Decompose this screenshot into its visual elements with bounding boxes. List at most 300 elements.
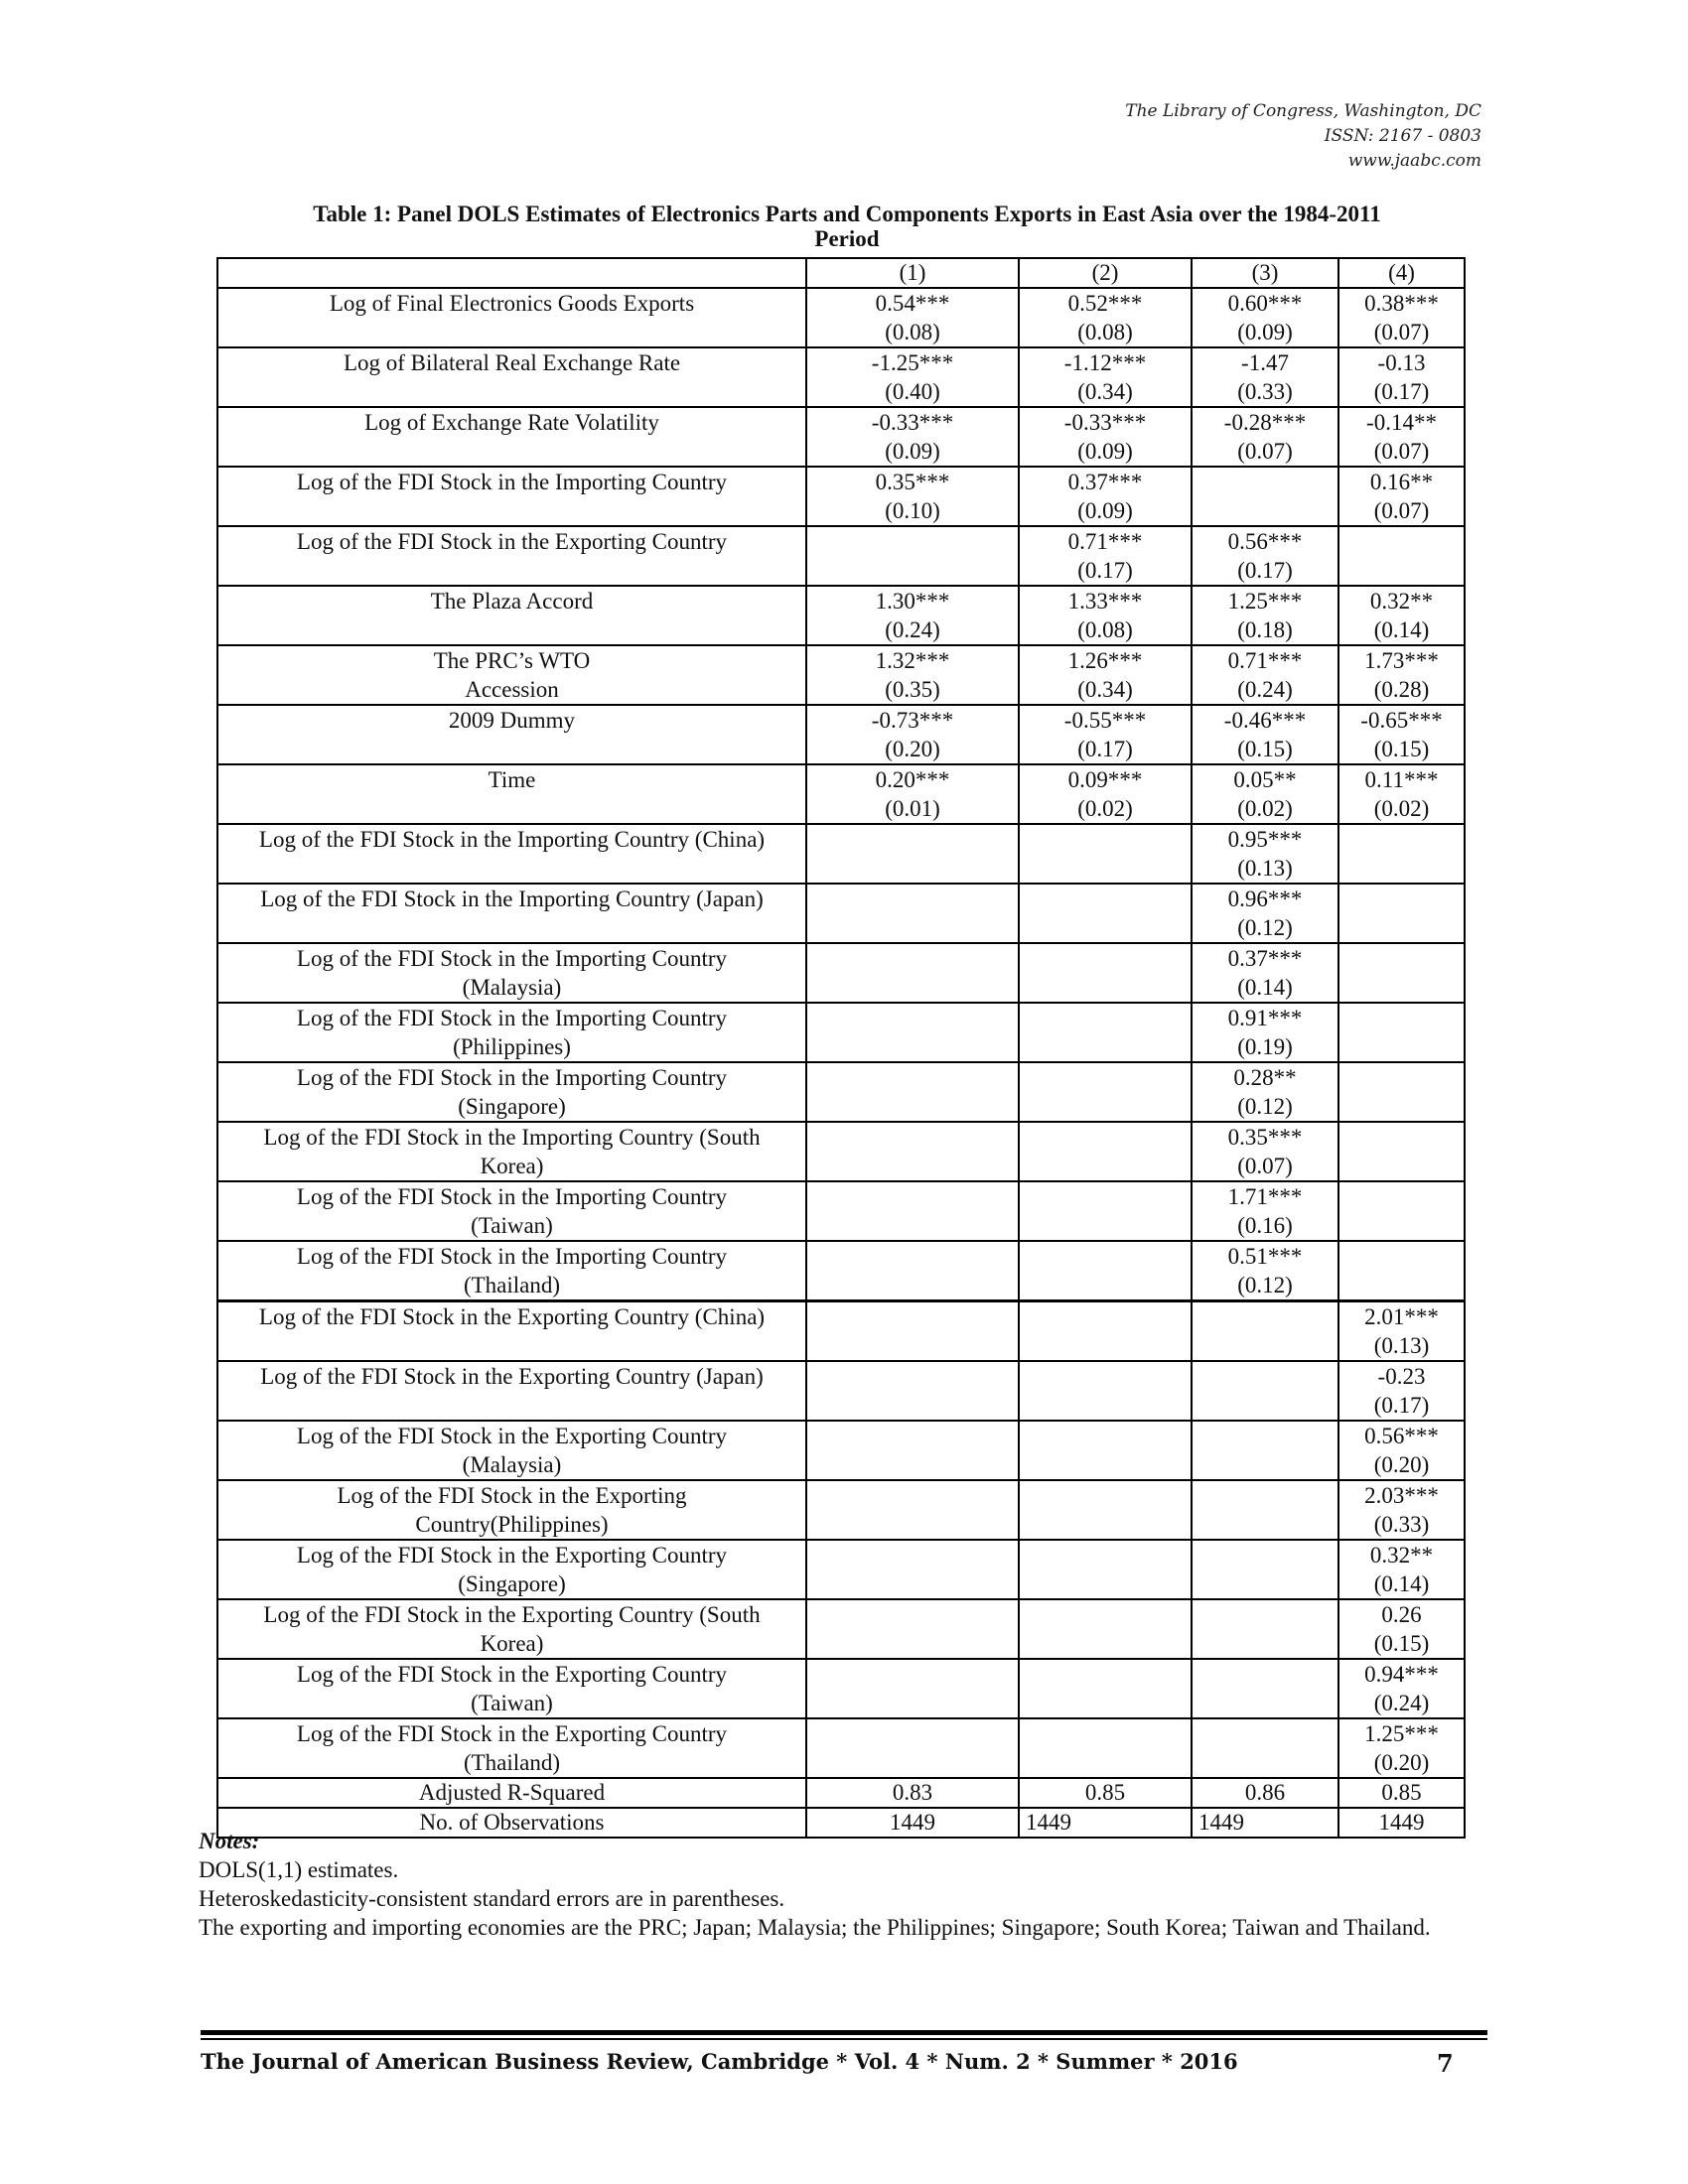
table-row: [217, 1003, 1465, 1062]
coefficient: 0.56***: [1227, 529, 1303, 554]
standard-error: (0.12): [1237, 1273, 1293, 1297]
row-label: No. of Observations: [217, 1808, 806, 1838]
standard-error: (0.07): [1237, 439, 1293, 464]
coefficient: 1.32***: [875, 648, 950, 673]
coefficient: 0.11***: [1364, 767, 1439, 792]
coefficient: -0.73***: [871, 708, 954, 733]
standard-error: (0.14): [1373, 1571, 1430, 1596]
coefficient: 1.25***: [1364, 1721, 1439, 1746]
coefficient: -0.65***: [1360, 708, 1443, 733]
row-label-line: Log of the FDI Stock in the Importing Country: [296, 946, 728, 971]
standard-error: (0.13): [1237, 856, 1293, 881]
row-label-line: (Malaysia): [462, 1452, 562, 1477]
value-cell: [1338, 1480, 1465, 1540]
standard-error: (0.08): [885, 320, 940, 344]
standard-error: (0.33): [1237, 379, 1293, 404]
standard-error: (0.40): [885, 379, 940, 404]
table-row: [217, 1718, 1465, 1778]
value-cell: [1019, 764, 1192, 824]
row-label: [217, 884, 806, 943]
row-label-line: Log of Bilateral Real Exchange Rate: [343, 350, 681, 375]
column-header: (1): [806, 258, 1019, 288]
row-label-line: Log of the FDI Stock in the Exporting Country: [296, 529, 728, 554]
value-cell: [1338, 288, 1465, 347]
value-cell: [806, 526, 1019, 586]
coefficient: 0.35***: [875, 470, 950, 494]
row-label-line: The PRC’s WTO: [433, 648, 591, 673]
header-line-1: The Library of Congress, Washington, DC: [1125, 101, 1481, 121]
coefficient: 0.09***: [1067, 767, 1143, 792]
value-cell: [1338, 1599, 1465, 1659]
standard-error: (0.17): [1373, 379, 1430, 404]
value-cell: [1019, 1122, 1192, 1181]
row-label: [217, 1718, 806, 1778]
coefficient: 0.16**: [1369, 470, 1434, 494]
coefficient: 2.01***: [1364, 1304, 1439, 1329]
value-cell: [1019, 1480, 1192, 1540]
table-row: [217, 467, 1465, 526]
coefficient: 0.05**: [1233, 767, 1297, 792]
row-label-line: Country(Philippines): [415, 1512, 609, 1537]
coefficient: 0.71***: [1227, 648, 1303, 673]
value-cell: [1019, 1062, 1192, 1122]
value-cell: [806, 705, 1019, 764]
value-cell: 1449: [1338, 1808, 1465, 1838]
standard-error: (0.01): [885, 796, 940, 821]
table-row: [217, 1181, 1465, 1241]
standard-error: (0.17): [1077, 558, 1133, 583]
table-title: [216, 202, 1477, 251]
coefficient: -1.25***: [871, 350, 954, 375]
coefficient: 0.32**: [1369, 1543, 1434, 1568]
row-label: [217, 1540, 806, 1599]
coefficient: -0.55***: [1063, 708, 1147, 733]
value-cell: [806, 1480, 1019, 1540]
column-header: (2): [1019, 258, 1192, 288]
value-cell: [1019, 467, 1192, 526]
value-cell: [1338, 1241, 1465, 1301]
coefficient: -0.46***: [1223, 708, 1307, 733]
row-label-line: Log of Exchange Rate Volatility: [364, 410, 659, 435]
row-label: [217, 1421, 806, 1480]
coefficient: 0.26: [1381, 1602, 1422, 1627]
row-label-line: Log of the FDI Stock in the Importing Country: [296, 1244, 728, 1269]
value-cell: [1192, 943, 1338, 1003]
value-cell: [806, 586, 1019, 645]
table-row: [217, 288, 1465, 347]
coefficient: -0.28***: [1223, 410, 1307, 435]
standard-error: (0.09): [885, 439, 940, 464]
value-cell: [1019, 943, 1192, 1003]
value-cell: [1192, 1361, 1338, 1421]
row-label-line: Time: [488, 767, 536, 792]
row-label-line: 2009 Dummy: [448, 708, 576, 733]
row-label-line: Log of the FDI Stock in the Exporting Country: [296, 1543, 728, 1568]
coefficient: -1.47: [1241, 350, 1289, 375]
coefficient: 0.60***: [1227, 291, 1303, 316]
row-label: [217, 1480, 806, 1540]
coefficient: -0.33***: [1063, 410, 1147, 435]
row-label-line: Log of the FDI Stock in the Exporting Country (South: [263, 1602, 761, 1627]
value-cell: 0.85: [1019, 1778, 1192, 1808]
value-cell: [1019, 1599, 1192, 1659]
row-label: [217, 407, 806, 467]
row-label: [217, 1599, 806, 1659]
value-cell: [1192, 1599, 1338, 1659]
standard-error: (0.15): [1373, 1631, 1430, 1656]
standard-error: (0.02): [1373, 796, 1430, 821]
page-number: 7: [1437, 2049, 1454, 2078]
table-row: [217, 347, 1465, 407]
coefficient: 0.56***: [1364, 1424, 1439, 1448]
row-label-line: Log of Final Electronics Goods Exports: [329, 291, 695, 316]
value-cell: 0.83: [806, 1778, 1019, 1808]
standard-error: (0.08): [1077, 320, 1133, 344]
footer-rule-thick: [201, 2030, 1487, 2035]
standard-error: (0.24): [885, 617, 940, 642]
value-cell: [806, 1301, 1019, 1362]
value-cell: [806, 407, 1019, 467]
table-row: [217, 1599, 1465, 1659]
value-cell: [1192, 467, 1338, 526]
notes-line-1: DOLS(1,1) estimates.: [199, 1857, 399, 1882]
value-cell: [1192, 1540, 1338, 1599]
standard-error: (0.12): [1237, 915, 1293, 940]
standard-error: (0.07): [1237, 1154, 1293, 1178]
table-row: [217, 586, 1465, 645]
table-notes: Notes: DOLS(1,1) estimates. Heteroskedasticity-consistent standard errors are in parentheses. The exporting and importing economies are the PRC; Japan; Malaysia; the Philippines; Singapore; South Korea; Taiwan and Thailand.: [199, 1827, 1460, 1942]
row-label-line: (Philippines): [453, 1034, 571, 1059]
standard-error: (0.07): [1373, 439, 1430, 464]
row-label-line: Log of the FDI Stock in the Importing Country: [296, 470, 728, 494]
row-label-line: Log of the FDI Stock in the Exporting Country: [296, 1721, 728, 1746]
row-label-line: (Singapore): [458, 1571, 566, 1596]
value-cell: [1338, 1659, 1465, 1718]
value-cell: 0.85: [1338, 1778, 1465, 1808]
standard-error: (0.10): [885, 498, 940, 523]
value-cell: [806, 1421, 1019, 1480]
value-cell: [1338, 645, 1465, 705]
table-row: [217, 1361, 1465, 1421]
value-cell: 1449: [806, 1808, 1019, 1838]
row-label-line: Log of the FDI Stock in the Importing Country (Japan): [260, 887, 764, 911]
standard-error: (0.17): [1237, 558, 1293, 583]
row-label-line: (Taiwan): [471, 1213, 553, 1238]
value-cell: [1192, 1241, 1338, 1301]
value-cell: [806, 1361, 1019, 1421]
coefficient: 0.52***: [1067, 291, 1143, 316]
value-cell: [1019, 407, 1192, 467]
table-row: [217, 884, 1465, 943]
value-cell: [1338, 1003, 1465, 1062]
table-row: [217, 1241, 1465, 1301]
standard-error: (0.18): [1237, 617, 1293, 642]
row-label: [217, 764, 806, 824]
standard-error: (0.19): [1237, 1034, 1293, 1059]
value-cell: [1192, 1718, 1338, 1778]
row-label-line: Korea): [480, 1154, 544, 1178]
row-label-line: Log of the FDI Stock in the Exporting Country (China): [258, 1304, 766, 1329]
row-label-line: The Plaza Accord: [430, 589, 594, 614]
value-cell: [1338, 824, 1465, 884]
coefficient: 1.26***: [1067, 648, 1143, 673]
value-cell: [1192, 407, 1338, 467]
table-title-line-1: Table 1: Panel DOLS Estimates of Electronics Parts and Components Exports in East Asia over the 1984-2011: [313, 202, 1381, 226]
row-label-line: Log of the FDI Stock in the Importing Country (South: [263, 1125, 761, 1150]
value-cell: [806, 1659, 1019, 1718]
notes-line-3: The exporting and importing economies are the PRC; Japan; Malaysia; the Philippines; Singapore; South Korea; Taiwan and Thailand.: [199, 1915, 1431, 1940]
standard-error: (0.34): [1077, 677, 1133, 702]
value-cell: [806, 764, 1019, 824]
table-row: [217, 645, 1465, 705]
standard-error: (0.34): [1077, 379, 1133, 404]
value-cell: [806, 943, 1019, 1003]
value-cell: [1338, 407, 1465, 467]
running-header: [1125, 99, 1481, 174]
table-row: [217, 1301, 1465, 1362]
table-row: [217, 1480, 1465, 1540]
standard-error: (0.08): [1077, 617, 1133, 642]
value-cell: [806, 884, 1019, 943]
row-label-line: Log of the FDI Stock in the Exporting Country: [296, 1662, 728, 1687]
table-header-row: [217, 258, 1465, 288]
value-cell: [1019, 1361, 1192, 1421]
value-cell: [1338, 1361, 1465, 1421]
row-label: [217, 824, 806, 884]
coefficient: 0.91***: [1227, 1006, 1303, 1030]
standard-error: (0.20): [1373, 1750, 1430, 1775]
table-row: [217, 1659, 1465, 1718]
row-label: [217, 586, 806, 645]
value-cell: [1192, 705, 1338, 764]
coefficient: 0.96***: [1227, 887, 1303, 911]
standard-error: (0.28): [1373, 677, 1430, 702]
value-cell: [1338, 1540, 1465, 1599]
value-cell: [1019, 1301, 1192, 1362]
standard-error: (0.07): [1373, 320, 1430, 344]
value-cell: [806, 347, 1019, 407]
value-cell: [1338, 586, 1465, 645]
coefficient: 0.51***: [1227, 1244, 1303, 1269]
standard-error: (0.20): [885, 737, 940, 761]
row-label-line: Log of the FDI Stock in the Exporting Country: [296, 1424, 728, 1448]
standard-error: (0.09): [1077, 498, 1133, 523]
row-label-line: (Thailand): [463, 1273, 561, 1297]
coefficient: 0.28**: [1233, 1065, 1297, 1090]
value-cell: [1192, 1301, 1338, 1362]
standard-error: (0.24): [1237, 677, 1293, 702]
value-cell: [1338, 1301, 1465, 1362]
standard-error: (0.17): [1373, 1393, 1430, 1418]
value-cell: [1338, 347, 1465, 407]
header-cell-blank: [217, 258, 806, 288]
standard-error: (0.02): [1237, 796, 1293, 821]
value-cell: [1019, 705, 1192, 764]
table-row: [217, 1421, 1465, 1480]
coefficient: 0.54***: [875, 291, 950, 316]
coefficient: -0.13: [1377, 350, 1426, 375]
row-label-line: Log of the FDI Stock in the Importing Country: [296, 1006, 728, 1030]
value-cell: [1019, 884, 1192, 943]
coefficient: 1.73***: [1364, 648, 1439, 673]
value-cell: 0.86: [1192, 1778, 1338, 1808]
standard-error: (0.02): [1077, 796, 1133, 821]
value-cell: [1192, 288, 1338, 347]
value-cell: [1338, 467, 1465, 526]
value-cell: [1019, 645, 1192, 705]
value-cell: [1192, 824, 1338, 884]
standard-error: (0.15): [1373, 737, 1430, 761]
row-label: [217, 943, 806, 1003]
standard-error: (0.15): [1237, 737, 1293, 761]
table-row: [217, 526, 1465, 586]
value-cell: [1192, 1003, 1338, 1062]
value-cell: [1338, 526, 1465, 586]
value-cell: [1338, 884, 1465, 943]
standard-error: (0.35): [885, 677, 940, 702]
table-row: [217, 1062, 1465, 1122]
coefficient: 0.95***: [1227, 827, 1303, 852]
coefficient: 0.38***: [1364, 291, 1439, 316]
value-cell: [1338, 1421, 1465, 1480]
row-label-line: Accession: [465, 677, 559, 702]
header-line-2: ISSN: 2167 - 0803: [1324, 126, 1481, 146]
standard-error: (0.14): [1373, 617, 1430, 642]
column-header: (3): [1192, 258, 1338, 288]
value-cell: [806, 288, 1019, 347]
value-cell: [1019, 1003, 1192, 1062]
value-cell: [806, 1540, 1019, 1599]
standard-error: (0.20): [1373, 1452, 1430, 1477]
row-label: [217, 1301, 806, 1362]
notes-line-2: Heteroskedasticity-consistent standard errors are in parentheses.: [199, 1886, 785, 1911]
row-label-line: Log of the FDI Stock in the Importing Country: [296, 1184, 728, 1209]
value-cell: [1019, 1718, 1192, 1778]
coefficient: -1.12***: [1063, 350, 1147, 375]
table-row: [217, 1540, 1465, 1599]
standard-error: (0.09): [1077, 439, 1133, 464]
row-label: [217, 705, 806, 764]
table-row: [217, 943, 1465, 1003]
value-cell: [1192, 1181, 1338, 1241]
value-cell: [1338, 943, 1465, 1003]
value-cell: [806, 1241, 1019, 1301]
standard-error: (0.13): [1373, 1333, 1430, 1358]
row-label: [217, 1659, 806, 1718]
value-cell: [1192, 526, 1338, 586]
row-label-line: Log of the FDI Stock in the Exporting Country (Japan): [260, 1364, 764, 1389]
header-line-3: www.jaabc.com: [1347, 151, 1481, 171]
journal-footer: The Journal of American Business Review, Cambridge * Vol. 4 * Num. 2 * Summer * 2016: [201, 2049, 1238, 2074]
value-cell: [1192, 1421, 1338, 1480]
coefficient: -0.33***: [871, 410, 954, 435]
coefficient: 1.33***: [1067, 589, 1143, 614]
row-label-line: Log of the FDI Stock in the Exporting: [337, 1483, 687, 1508]
table-row: [217, 705, 1465, 764]
footer-rule-thin: [201, 2038, 1487, 2040]
coefficient: 0.20***: [875, 767, 950, 792]
row-label: [217, 526, 806, 586]
table-row: [217, 824, 1465, 884]
value-cell: [1019, 1540, 1192, 1599]
value-cell: [806, 1062, 1019, 1122]
column-header: (4): [1338, 258, 1465, 288]
row-label: Adjusted R-Squared: [217, 1778, 806, 1808]
value-cell: [1019, 1421, 1192, 1480]
row-label: [217, 1122, 806, 1181]
value-cell: [1338, 1062, 1465, 1122]
value-cell: [1338, 1718, 1465, 1778]
row-label: [217, 347, 806, 407]
value-cell: [1019, 288, 1192, 347]
row-label: [217, 288, 806, 347]
results-table: [216, 257, 1466, 1839]
value-cell: [1192, 645, 1338, 705]
row-label: [217, 1003, 806, 1062]
value-cell: [1192, 586, 1338, 645]
row-label-line: Korea): [480, 1631, 544, 1656]
value-cell: [1192, 1659, 1338, 1718]
value-cell: [806, 467, 1019, 526]
row-label: [217, 1062, 806, 1122]
value-cell: [1019, 586, 1192, 645]
row-label: [217, 1361, 806, 1421]
value-cell: 1449: [1192, 1808, 1338, 1838]
value-cell: [1019, 347, 1192, 407]
coefficient: 0.71***: [1067, 529, 1143, 554]
row-label-line: (Thailand): [463, 1750, 561, 1775]
value-cell: [1338, 705, 1465, 764]
value-cell: [1338, 764, 1465, 824]
value-cell: [1019, 526, 1192, 586]
standard-error: (0.16): [1237, 1213, 1293, 1238]
standard-error: (0.17): [1077, 737, 1133, 761]
value-cell: [1019, 1181, 1192, 1241]
table-row: [217, 1122, 1465, 1181]
value-cell: [1019, 824, 1192, 884]
standard-error: (0.14): [1237, 975, 1293, 1000]
value-cell: [1338, 1181, 1465, 1241]
coefficient: 0.32**: [1369, 589, 1434, 614]
standard-error: (0.09): [1237, 320, 1293, 344]
coefficient: 0.37***: [1067, 470, 1143, 494]
r-squared-row: [217, 1778, 1465, 1808]
value-cell: [1019, 1659, 1192, 1718]
value-cell: 1449: [1019, 1808, 1192, 1838]
value-cell: [806, 1718, 1019, 1778]
coefficient: 0.94***: [1364, 1662, 1439, 1687]
coefficient: 1.71***: [1227, 1184, 1303, 1209]
row-label-line: Log of the FDI Stock in the Importing Country (China): [258, 827, 766, 852]
value-cell: [806, 1003, 1019, 1062]
coefficient: 1.30***: [875, 589, 950, 614]
coefficient: 0.37***: [1227, 946, 1303, 971]
coefficient: -0.14**: [1366, 410, 1437, 435]
coefficient: 2.03***: [1364, 1483, 1439, 1508]
value-cell: [1192, 884, 1338, 943]
value-cell: [1192, 1062, 1338, 1122]
value-cell: [806, 645, 1019, 705]
row-label-line: (Singapore): [458, 1094, 566, 1119]
notes-label: Notes: [199, 1829, 252, 1853]
row-label-line: (Taiwan): [471, 1691, 553, 1715]
row-label-line: Log of the FDI Stock in the Importing Country: [296, 1065, 728, 1090]
value-cell: [1192, 1480, 1338, 1540]
value-cell: [806, 1122, 1019, 1181]
table-row: [217, 407, 1465, 467]
row-label: [217, 1241, 806, 1301]
row-label: [217, 645, 806, 705]
